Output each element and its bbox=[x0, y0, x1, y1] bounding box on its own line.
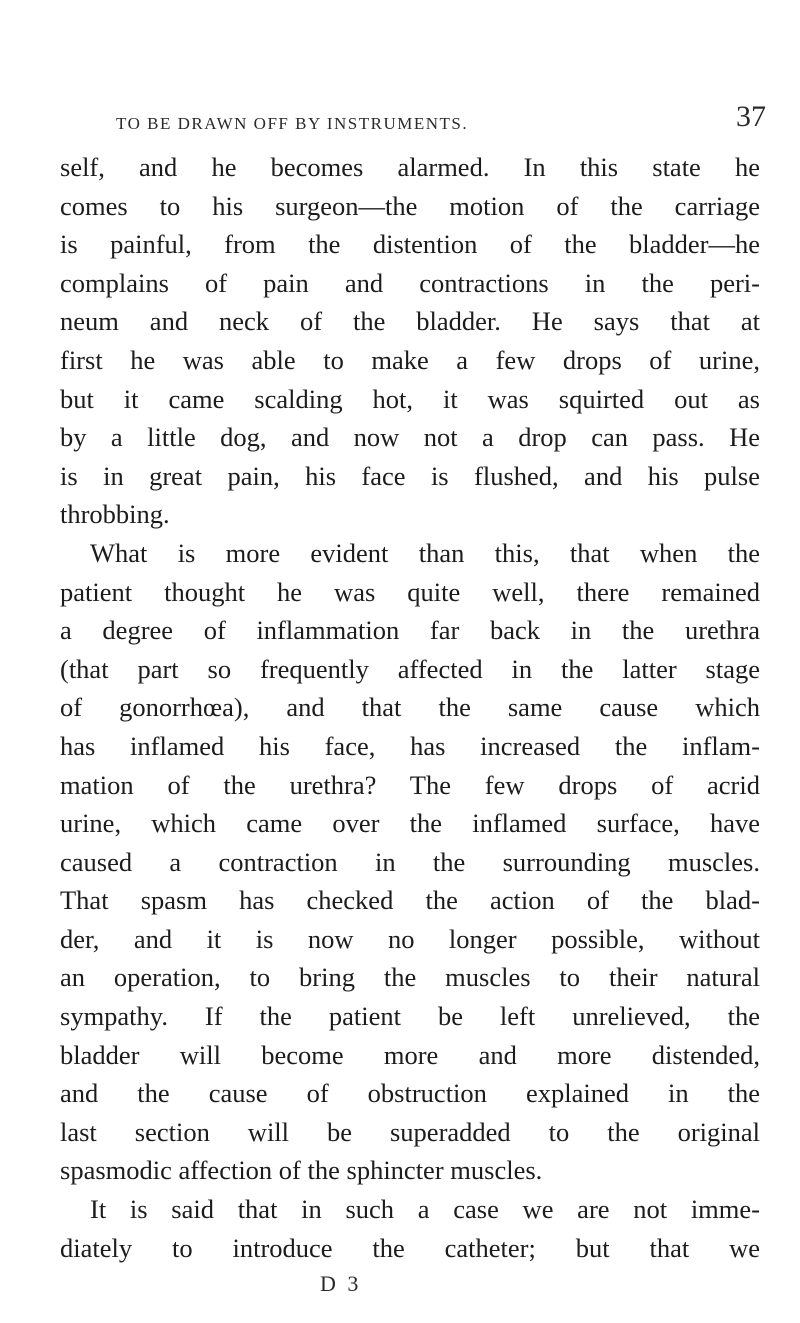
text-line: of gonorrhœa), and that the same cause which bbox=[60, 692, 760, 723]
text-line: and the cause of obstruction explained in the bbox=[60, 1078, 760, 1109]
text-line: diately to introduce the catheter; but that we bbox=[60, 1232, 760, 1263]
text-line: complains of pain and contractions in the peri- bbox=[60, 267, 760, 298]
text-line: is in great pain, his face is flushed, and his pulse bbox=[60, 460, 760, 491]
text-line: neum and neck of the bladder. He says that at bbox=[60, 306, 760, 337]
page-number: 37 bbox=[736, 100, 766, 133]
text-line: an operation, to bring the muscles to their natural bbox=[60, 962, 760, 993]
text-line: throbbing. bbox=[60, 499, 170, 530]
text-line: caused a contraction in the surrounding muscles. bbox=[60, 846, 760, 877]
page-header bbox=[116, 100, 766, 140]
text-line: is painful, from the distention of the bladder—he bbox=[60, 229, 760, 260]
signature-mark: D 3 bbox=[320, 1271, 362, 1296]
text-line: has inflamed his face, has increased the inflam- bbox=[60, 730, 760, 761]
text-line: mation of the urethra? The few drops of acrid bbox=[60, 769, 760, 800]
text-line: What is more evident than this, that when the bbox=[90, 537, 760, 568]
text-line: (that part so frequently affected in the latter stage bbox=[60, 653, 760, 684]
text-line: self, and he becomes alarmed. In this state he bbox=[60, 152, 760, 182]
text-line: urine, which came over the inflamed surface, have bbox=[60, 808, 760, 839]
text-line: patient thought he was quite well, there remained bbox=[60, 576, 760, 607]
text-line: der, and it is now no longer possible, without bbox=[60, 923, 760, 954]
text-line: sympathy. If the patient be left unrelieved, the bbox=[60, 1001, 760, 1032]
text-line: bladder will become more and more distended, bbox=[60, 1039, 760, 1070]
running-head: TO BE DRAWN OFF BY INSTRUMENTS. bbox=[116, 114, 469, 133]
text-line: a degree of inflammation far back in the urethra bbox=[60, 615, 760, 646]
text-line: That spasm has checked the action of the blad- bbox=[60, 885, 760, 916]
text-line: first he was able to make a few drops of urine, bbox=[60, 344, 760, 375]
text-line: comes to his surgeon—the motion of the carriage bbox=[60, 190, 760, 221]
text-line: spasmodic affection of the sphincter muscles. bbox=[60, 1155, 543, 1186]
text-line: by a little dog, and now not a drop can pass. He bbox=[60, 422, 760, 453]
body-text bbox=[60, 148, 760, 1267]
text-line: but it came scalding hot, it was squirted out as bbox=[60, 383, 760, 414]
text-line: last section will be superadded to the original bbox=[60, 1116, 760, 1147]
text-line: It is said that in such a case we are not imme- bbox=[90, 1194, 760, 1225]
